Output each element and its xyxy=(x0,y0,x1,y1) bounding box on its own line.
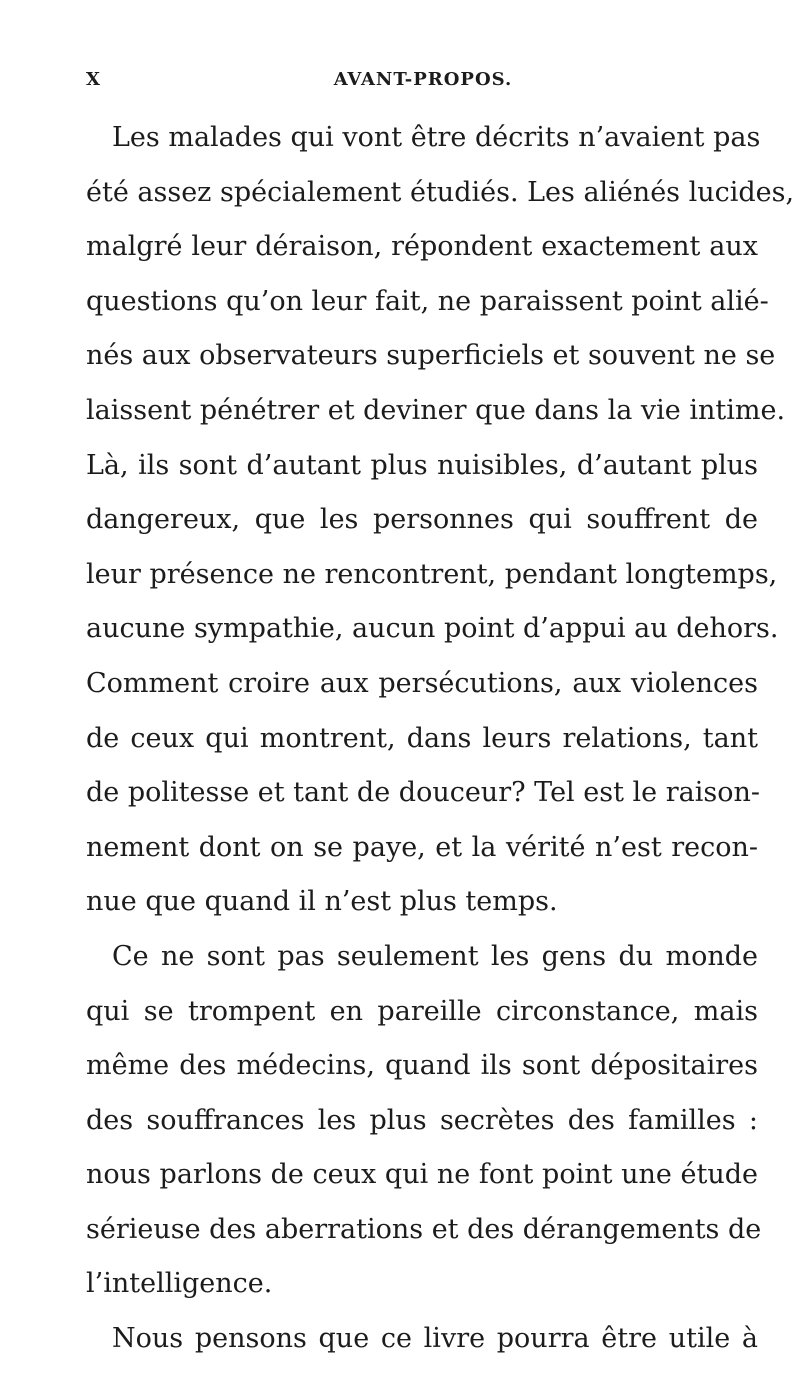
text-line: Nous pensons que ce livre pourra être utile à xyxy=(112,1323,758,1355)
text-line: sérieuse des aberrations et des dérangements de xyxy=(86,1213,762,1245)
body-text xyxy=(86,111,795,1367)
text-line: leur présence ne rencontrent, pendant longtemps, xyxy=(86,558,778,590)
text-line: nement dont on se paye, et la vérité n’est recon- xyxy=(86,831,758,863)
text-line: de ceux qui montrent, dans leurs relations, tant xyxy=(86,722,758,754)
text-line: questions qu’on leur fait, ne paraissent point alié- xyxy=(86,285,769,317)
text-line: des souffrances les plus secrètes des familles : xyxy=(86,1104,758,1136)
text-line: Ce ne sont pas seulement les gens du monde xyxy=(112,940,758,972)
page-number: X xyxy=(86,69,101,90)
text-line: même des médecins, quand ils sont dépositaires xyxy=(86,1050,758,1082)
text-line: aucune sympathie, aucun point d’appui au dehors. xyxy=(86,613,779,645)
text-line: dangereux, que les personnes qui souffrent de xyxy=(86,504,758,536)
text-line: de politesse et tant de douceur? Tel est le raison- xyxy=(86,777,760,809)
text-line: nés aux observateurs superficiels et souvent ne se xyxy=(86,340,776,372)
text-line: nue que quand il n’est plus temps. xyxy=(86,886,558,918)
text-line: Là, ils sont d’autant plus nuisibles, d’autant plus xyxy=(86,449,758,481)
running-title: AVANT-PROPOS. xyxy=(333,69,513,90)
text-line: Les malades qui vont être décrits n’avaient pas xyxy=(112,122,761,153)
text-line: nous parlons de ceux qui ne font point une étude xyxy=(86,1159,758,1191)
text-line: l’intelligence. xyxy=(86,1268,273,1300)
text-line: laissent pénétrer et deviner que dans la vie intime. xyxy=(86,394,786,426)
text-line: qui se trompent en pareille circonstance, mais xyxy=(86,995,758,1027)
text-line: malgré leur déraison, répondent exactement aux xyxy=(86,231,758,263)
text-line: Comment croire aux persécutions, aux violences xyxy=(86,667,758,699)
running-head xyxy=(86,69,760,99)
text-line: été assez spécialement étudiés. Les aliénés lucides, xyxy=(86,176,795,208)
